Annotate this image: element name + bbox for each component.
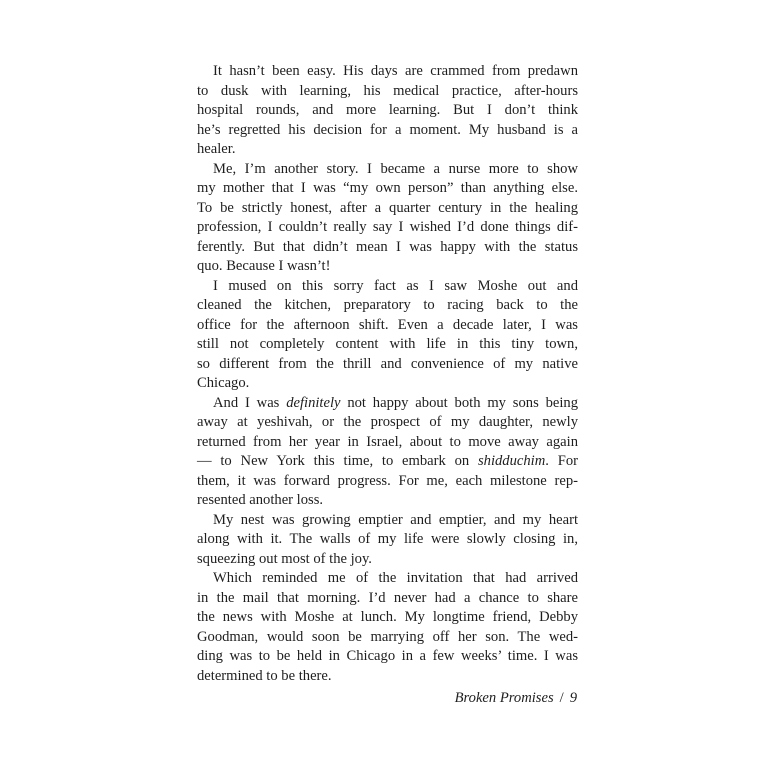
- text-run: not happy about both my sons being: [340, 394, 579, 411]
- text-run: . For: [545, 453, 578, 469]
- text-line: he’s regretted his decision for a moment. My husband is a: [197, 121, 578, 138]
- text-line: resented another loss.: [197, 492, 324, 508]
- text-line: Me, I’m another story. I became a nurse more to show: [213, 160, 578, 177]
- text-line: in the mail that morning. I’d never had a chance to share: [197, 589, 578, 606]
- body-text: [197, 62, 578, 686]
- running-footer: [455, 690, 577, 707]
- text-line: Chicago.: [197, 375, 250, 391]
- text-line: Goodman, would soon be marrying off her son. The wed-: [197, 628, 578, 645]
- text-line: profession, I couldn’t really say I wished I’d done things dif-: [197, 219, 578, 235]
- text-line: [197, 452, 578, 472]
- paragraph: [197, 511, 578, 570]
- text-line: so different from the thrill and convenience of my native: [197, 355, 578, 372]
- text-run: — to New York this time, to embark on: [197, 453, 478, 469]
- text-line: hospital rounds, and more learning. But I don’t think: [197, 102, 578, 118]
- text-line: squeezing out most of the joy.: [197, 550, 372, 567]
- text-run: And I was: [213, 394, 287, 411]
- text-line: them, it was forward progress. For me, each milestone rep-: [197, 472, 578, 489]
- text-line: Which reminded me of the invitation that had arrived: [213, 570, 578, 586]
- text-line: along with it. The walls of my life were slowly closing in,: [197, 531, 578, 547]
- footer-separator: /: [559, 690, 564, 706]
- text-line: to dusk with learning, his medical practice, after-hours: [197, 82, 578, 99]
- text-line: still not completely content with life in this tiny town,: [197, 336, 578, 352]
- text-line: [197, 394, 578, 414]
- paragraph: [197, 394, 578, 511]
- paragraph: [197, 569, 578, 686]
- text-line: healer.: [197, 141, 236, 157]
- text-line: my mother that I was “my own person” than anything else.: [197, 180, 578, 196]
- text-line: returned from her year in Israel, about to move away again: [197, 433, 578, 450]
- page-number: 9: [569, 690, 577, 706]
- book-title: Broken Promises: [454, 690, 554, 706]
- text-line: determined to be there.: [197, 667, 332, 684]
- text-line: I mused on this sorry fact as I saw Moshe out and: [213, 277, 578, 294]
- text-line: My nest was growing emptier and emptier, and my heart: [213, 511, 578, 528]
- text-line: To be strictly honest, after a quarter century in the healing: [197, 199, 578, 216]
- text-line: ding was to be held in Chicago in a few weeks’ time. I was: [197, 648, 578, 664]
- text-line: the news with Moshe at lunch. My longtime friend, Debby: [197, 609, 578, 625]
- paragraph: [197, 277, 578, 394]
- emphasized-word: shidduchim: [477, 453, 546, 469]
- text-line: office for the afternoon shift. Even a decade later, I was: [197, 316, 578, 333]
- text-line: away at yeshivah, or the prospect of my daughter, newly: [197, 414, 578, 430]
- paragraph: [197, 62, 578, 160]
- text-line: quo. Because I wasn’t!: [197, 258, 331, 274]
- text-line: ferently. But that didn’t mean I was happy with the status: [197, 238, 578, 255]
- paragraph: [197, 160, 578, 277]
- text-line: cleaned the kitchen, preparatory to racing back to the: [197, 297, 578, 313]
- text-line: It hasn’t been easy. His days are crammed from predawn: [213, 63, 578, 79]
- emphasized-word: definitely: [286, 394, 341, 411]
